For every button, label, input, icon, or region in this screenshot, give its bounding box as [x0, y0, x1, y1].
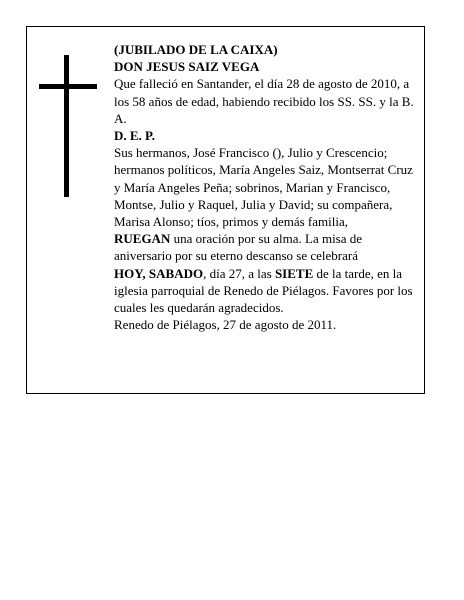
- ruegan-word: RUEGAN: [114, 231, 171, 247]
- obituary-notice: [26, 26, 425, 394]
- cross-icon: [39, 55, 97, 197]
- family-list: Sus hermanos, José Francisco (), Julio y Crescencio; hermanos políticos, María Angeles Saiz, Montserrat Cruz y María Angeles Peña; sobrinos, Marian y Francisco, Montse, Julio y Raquel, Julia y David; su compañera, Marisa Alonso; tíos, primos y demás familia,: [114, 145, 413, 230]
- cross-horizontal-bar: [39, 84, 97, 89]
- affiliation-line: (JUBILADO DE LA CAIXA): [114, 42, 278, 57]
- mass-day: HOY, SABADO: [114, 265, 204, 281]
- mass-details: [114, 265, 419, 317]
- ruegan-text: una oración por su alma. La misa de aniversario por su eterno descanso se celebrará: [114, 231, 363, 264]
- place-date-line: Renedo de Piélagos, 27 de agosto de 2011.: [114, 317, 337, 333]
- mass-date-text: , día 27, a las: [203, 265, 275, 281]
- notice-text: [114, 41, 419, 333]
- cross-vertical-bar: [64, 55, 69, 197]
- death-details: Que falleció en Santander, el día 28 de agosto de 2010, a los 58 años de edad, habiendo recibido los SS. SS. y la B. A.: [114, 76, 414, 126]
- request-paragraph: [114, 230, 419, 264]
- deceased-name: DON JESUS SAIZ VEGA: [114, 59, 260, 75]
- dep-line: D. E. P.: [114, 128, 156, 144]
- mass-location-text: de la tarde, en la iglesia parroquial de Renedo de Piélagos. Favores por los cuales les quedarán agradecidos.: [114, 265, 413, 316]
- mass-time: SIETE: [274, 265, 314, 281]
